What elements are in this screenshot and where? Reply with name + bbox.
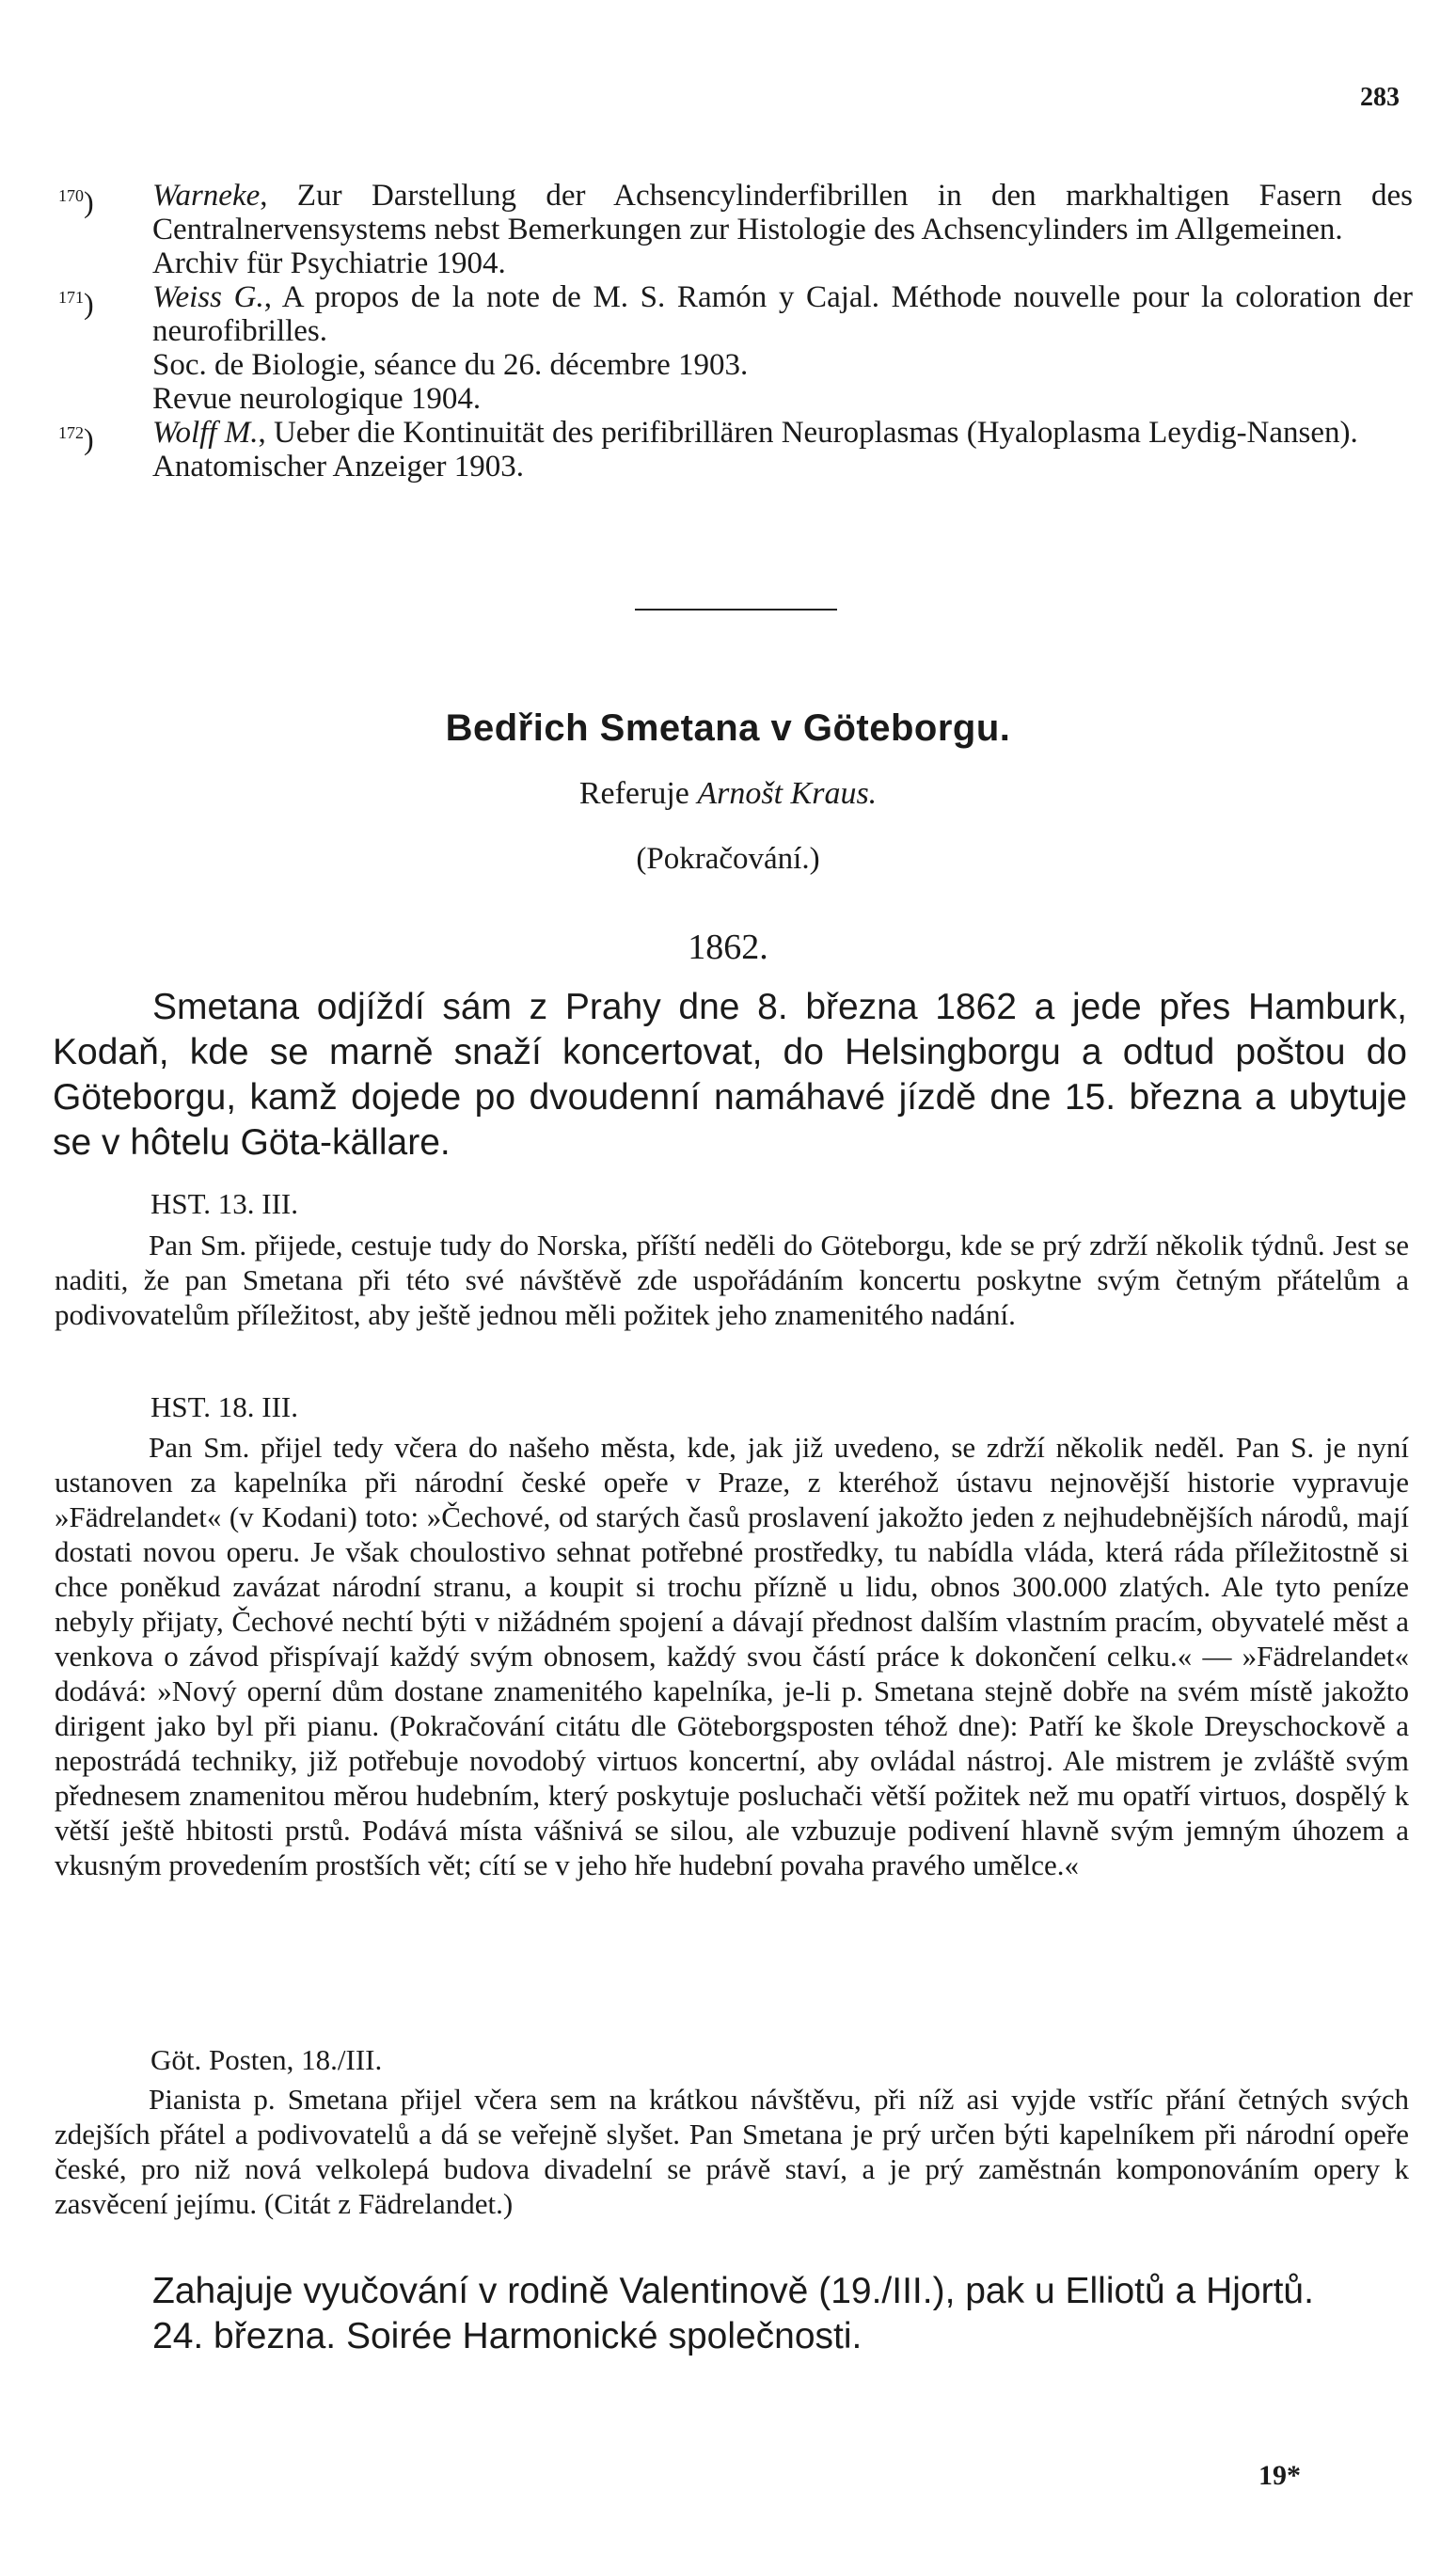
signature-mark: 19* — [1258, 2460, 1301, 2491]
paragraph: Smetana odjíždí sám z Prahy dne 8. března 1862 a jede přes Hamburk, Kodaň, kde se marně snaží koncertovat, do Helsingborgu a odtud poštou do Göteborgu, kamž dojede po dvoudenní namáhavé jízdě dne 15. března a ubytuje se v hôtelu Göta-källare. — [53, 987, 1407, 1163]
references — [58, 179, 1413, 484]
reference-title: , Ueber die Kontinuität des perifibrillären Neuroplasmas (Hyaloplasma Leydig-Nansen). — [258, 416, 1358, 450]
reference-source: Anatomischer Anzeiger 1903. — [152, 450, 524, 484]
page-number: 283 — [1360, 83, 1400, 112]
quotation: Pan Sm. přijel tedy včera do našeho města, kde, jak již uvedeno, se zdrží několik neděl. Pan S. je nyní ustanoven za kapelníka při národní české opeře v Praze, z kteréhož ústavu nejnovější historie vypravuje »Fädrelandet« (v Kodani) toto: »Čechové, od starých časů proslavení jakožto jeden z nejhudebnějších národů, mají dostati novou operu. Je však choulostivo sehnat potřebné prostředky, tu nabídla vláda, která ráda příležitostně si chce poněkud zavázat národní stranu, a koupit si trochu přízně u lidu, obnos 300.000 zlatých. Ale tyto peníze nebyly přijaty, Čechové nechtí býti v nižádném spojení a dávají přednost dalším vlastním pracím, obyvatelé měst a venkova o závod přispívají každý svým obnosem, každý svou částí práce k dokončení celku.« — »Fädrelandet« dodává: »Nový operní dům dostane znamenitého kapelníka, je-li p. Smetana stejně dobře na svém místě jakožto dirigent jako byl při pianu. (Pokračování citátu dle Göteborgsposten téhož dne): Patří ke škole Dreyschockově a nepostrádá techniky, již potřebuje novodobý virtuos koncertní, aby ovládal nástroj. Ale mistrem je zvláště svým přednesem znamenitou měrou hudebním, který poskytuje posluchači větší požitek než mu opatří virtuos, dospělý k větší ještě hbitosti prstů. Podává místa vášnivá se silou, ale vzbuzuje podivení hlavně svým jemným úhozem a vkusným provedením prostších vět; cítí se v jeho hře hudební povaha pravého umělce.« — [55, 1431, 1409, 1881]
source-citation: Göt. Posten, 18./III. — [150, 2043, 383, 2076]
year-heading: 1862. — [688, 928, 768, 967]
reference-author: Wolff M. — [152, 416, 259, 450]
byline-author: Arnošt Kraus. — [697, 776, 878, 811]
article-byline: Referuje Arnošt Kraus. — [578, 776, 878, 811]
reference-item — [58, 416, 1413, 484]
reference-title: , A propos de la note de M. S. Ramón y Cajal. Méthode nouvelle pour la coloration der neurofibrilles. — [152, 280, 1414, 348]
quotation: Pan Sm. přijede, cestuje tudy do Norska, příští neděli do Göteborgu, kde se prý zdrží několik týdnů. Jest se naditi, že pan Smetana při této své návštěvě zde uspořádáním koncertu poskytne svým četným přátelům a podivovatelům příležitost, aby ještě jednou měli požitek jeho znamenitého nadání. — [55, 1229, 1409, 1331]
reference-source: Soc. de Biologie, séance du 26. décembre 1903. — [152, 348, 749, 382]
reference-title: , Zur Darstellung der Achsencylinderfibrillen in den markhaltigen Fasern des Centralnervensystems nebst Bemerkungen zur Histologie des Achsencylinders im Allgemeinen. — [152, 179, 1413, 246]
section-divider — [635, 609, 837, 611]
reference-author: Warneke — [152, 179, 261, 213]
paragraph: 24. března. Soirée Harmonické společnosti. — [152, 2316, 863, 2356]
reference-number: $^{172}$) — [58, 421, 94, 456]
reference-source: Revue neurologique 1904. — [152, 382, 482, 416]
reference-item — [58, 179, 1413, 280]
reference-item — [58, 280, 1413, 416]
source-citation: HST. 13. III. — [150, 1187, 298, 1220]
article-title: Bedřich Smetana v Göteborgu. — [445, 707, 1011, 749]
reference-number: $^{171}$) — [58, 286, 94, 321]
paragraph: Zahajuje vyučování v rodině Valentinově (19./III.), pak u Elliotů a Hjortů. 24. března. Soirée Harmonické společnosti. — [53, 2269, 1407, 2359]
reference-author: Weiss G. — [152, 280, 264, 314]
reference-source: Archiv für Psychiatrie 1904. — [152, 246, 506, 280]
source-citation: HST. 18. III. — [150, 1390, 298, 1423]
quotation: Pianista p. Smetana přijel včera sem na krátkou návštěvu, při níž asi vyjde vstříc přání četných svých zdejších přátel a podivovatelů a dá se veřejně slyšet. Pan Smetana je prý určen býti kapelníkem při národní opeře české, pro niž nová velkolepá budova divadelní se právě staví, a je prý zaměstnán komponováním opery k zasvěcení jejímu. (Citát z Fädrelandet.) — [55, 2083, 1409, 2220]
continuation-note: (Pokračování.) — [636, 842, 820, 876]
reference-number: $^{170}$) — [58, 184, 94, 219]
